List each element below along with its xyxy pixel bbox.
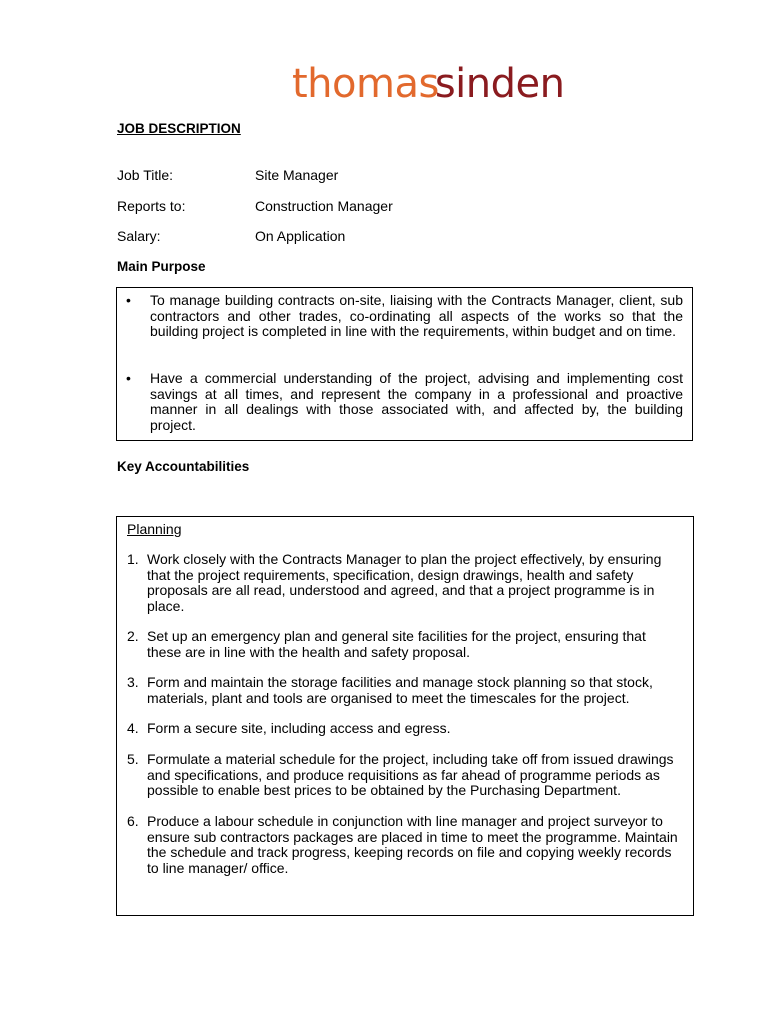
item-text: Form a secure site, including access and egress. <box>147 720 451 736</box>
job-title-row <box>117 167 339 183</box>
bullet-icon: • <box>126 370 131 386</box>
bullet-text: To manage building contracts on-site, liaising with the Contracts Manager, client, sub contractors and other trades, co-ordinating all aspects of the works so that the building project is completed in line with the requirements, within budget and on time. <box>150 292 683 339</box>
planning-title: Planning <box>127 521 182 537</box>
item-text: Produce a labour schedule in conjunction with line manager and project surveyor to ensure sub contractors packages are placed in time to meet the programme. Maintain the schedule and track progress, keeping records on file and copying weekly records to line manager/ office. <box>147 813 678 876</box>
item-number: 4. <box>127 720 139 736</box>
item-number: 5. <box>127 751 139 767</box>
job-title-label: Job Title: <box>117 167 174 183</box>
item-text: Formulate a material schedule for the project, including take off from issued drawings and specifications, and produce requisitions as far ahead of programme periods as possible to enable best prices to be obtained by the Purchasing Department. <box>147 751 674 798</box>
bullet-icon: • <box>126 292 131 308</box>
job-title-value: Site Manager <box>255 167 339 183</box>
main-purpose-title: Main Purpose <box>117 259 206 274</box>
item-number: 1. <box>127 551 139 567</box>
main-purpose-box <box>116 287 693 441</box>
logo-text-sinden: sinden <box>434 61 565 107</box>
planning-box <box>116 516 694 916</box>
reports-to-label: Reports to: <box>117 198 186 214</box>
salary-label: Salary: <box>117 228 161 244</box>
item-number: 2. <box>127 628 139 644</box>
item-text: Work closely with the Contracts Manager to plan the project effectively, by ensuring that the project requirements, specification, design drawings, health and safety proposals are all read, understood and agreed, and that a project programme is in place. <box>147 551 662 614</box>
salary-row <box>117 228 346 244</box>
reports-to-value: Construction Manager <box>255 198 393 214</box>
logo-text-thomas: thomas <box>292 61 439 107</box>
bullet-text: Have a commercial understanding of the project, advising and implementing cost savings at all times, and represent the company in a professional and proactive manner in all dealings with those associated with, and affected by, the building project. <box>150 370 683 433</box>
company-logo <box>292 61 565 107</box>
key-accountabilities-title: Key Accountabilities <box>117 459 250 474</box>
salary-value: On Application <box>255 228 346 244</box>
document-heading: JOB DESCRIPTION <box>117 121 241 136</box>
item-text: Set up an emergency plan and general site facilities for the project, ensuring that these are in line with the health and safety proposal. <box>147 628 646 660</box>
item-number: 3. <box>127 674 139 690</box>
reports-to-row <box>117 198 393 214</box>
item-number: 6. <box>127 813 139 829</box>
item-text: Form and maintain the storage facilities and manage stock planning so that stock, materials, plant and tools are organised to meet the timescales for the project. <box>147 674 653 706</box>
